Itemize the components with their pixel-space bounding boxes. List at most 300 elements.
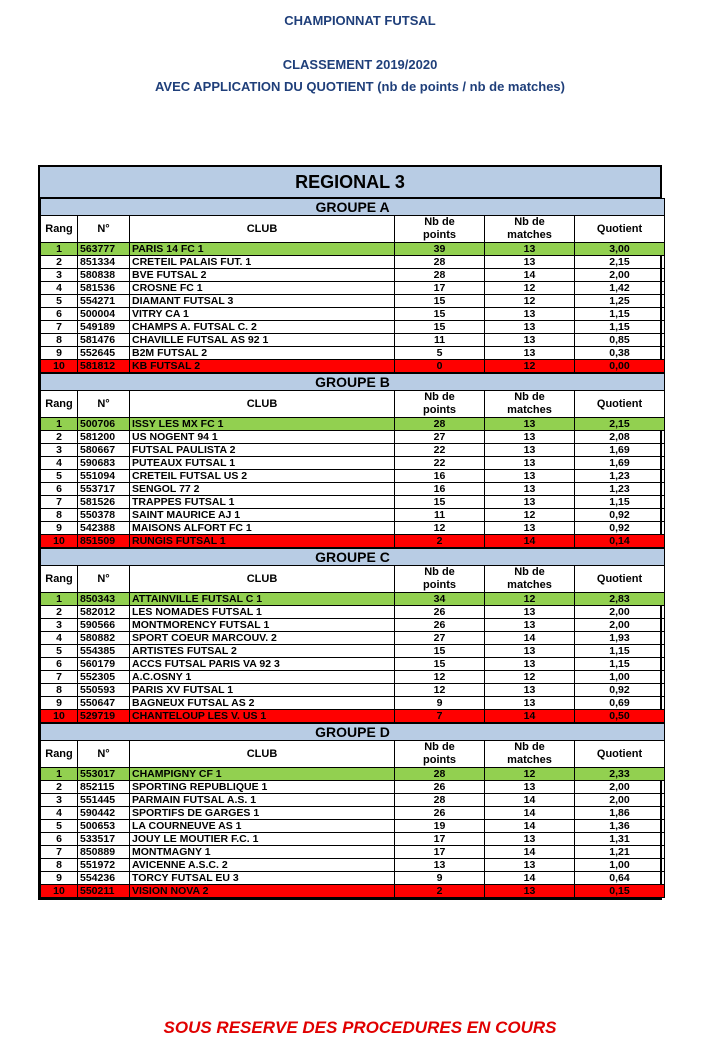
cell-rang: 2 — [41, 431, 78, 444]
cell-club-number: 581526 — [78, 496, 130, 509]
cell-rang: 6 — [41, 833, 78, 846]
cell-rang: 2 — [41, 781, 78, 794]
cell-club-name: SPORTING REPUBLIQUE 1 — [130, 781, 395, 794]
table-row — [41, 470, 665, 483]
table-row — [41, 522, 665, 535]
col-quotient-header-text: Quotient — [596, 397, 643, 410]
table-row — [41, 794, 665, 807]
table-row — [41, 846, 665, 859]
cell-quotient: 1,00 — [575, 671, 665, 684]
cell-club-name: SENGOL 77 2 — [130, 483, 395, 496]
cell-quotient: 0,85 — [575, 334, 665, 347]
table-row — [41, 496, 665, 509]
cell-matches: 13 — [485, 697, 575, 710]
cell-rang: 2 — [41, 256, 78, 269]
cell-club-name: ATTAINVILLE FUTSAL C 1 — [130, 593, 395, 606]
cell-points: 28 — [395, 418, 485, 431]
cell-quotient: 2,00 — [575, 269, 665, 282]
cell-club-number: 552645 — [78, 347, 130, 360]
cell-rang: 8 — [41, 859, 78, 872]
col-points-header — [395, 741, 485, 768]
table-row — [41, 632, 665, 645]
table-row — [41, 509, 665, 522]
cell-points: 7 — [395, 710, 485, 723]
cell-quotient: 0,69 — [575, 697, 665, 710]
table-row — [41, 593, 665, 606]
cell-matches: 13 — [485, 321, 575, 334]
cell-points: 15 — [395, 496, 485, 509]
group-table — [40, 373, 665, 548]
col-matches-header — [485, 391, 575, 418]
cell-club-name: MONTMORENCY FUTSAL 1 — [130, 619, 395, 632]
table-row — [41, 431, 665, 444]
cell-matches: 14 — [485, 820, 575, 833]
cell-club-number: 552305 — [78, 671, 130, 684]
cell-club-name: B2M FUTSAL 2 — [130, 347, 395, 360]
document-subtitle: CLASSEMENT 2019/2020 — [282, 57, 438, 72]
cell-rang: 8 — [41, 509, 78, 522]
cell-matches: 12 — [485, 282, 575, 295]
standings-board — [38, 165, 662, 900]
cell-points: 15 — [395, 308, 485, 321]
col-matches-header — [485, 741, 575, 768]
cell-matches: 13 — [485, 658, 575, 671]
cell-club-number: 550647 — [78, 697, 130, 710]
cell-points: 39 — [395, 243, 485, 256]
cell-rang: 3 — [41, 794, 78, 807]
cell-club-name: TRAPPES FUTSAL 1 — [130, 496, 395, 509]
cell-points: 17 — [395, 846, 485, 859]
group-title-row — [41, 549, 665, 566]
cell-matches: 13 — [485, 470, 575, 483]
col-quotient-header-text: Quotient — [596, 747, 643, 760]
cell-matches: 12 — [485, 360, 575, 373]
cell-points: 17 — [395, 833, 485, 846]
cell-rang: 7 — [41, 671, 78, 684]
table-row — [41, 781, 665, 794]
col-matches-header-text: Nb de — [514, 216, 545, 228]
cell-club-name: PARIS 14 FC 1 — [130, 243, 395, 256]
col-quotient-header-text: Quotient — [596, 222, 643, 235]
cell-points: 9 — [395, 872, 485, 885]
col-quotient-header — [575, 216, 665, 243]
cell-club-name: CHANTELOUP LES V. US 1 — [130, 710, 395, 723]
col-club-header-text: CLUB — [246, 572, 278, 585]
cell-club-name: US NOGENT 94 1 — [130, 431, 395, 444]
cell-club-number: 580667 — [78, 444, 130, 457]
cell-matches: 13 — [485, 256, 575, 269]
cell-rang: 10 — [41, 710, 78, 723]
cell-club-number: 551445 — [78, 794, 130, 807]
col-points-header — [395, 566, 485, 593]
cell-points: 12 — [395, 671, 485, 684]
table-row — [41, 321, 665, 334]
cell-matches: 13 — [485, 684, 575, 697]
cell-matches: 12 — [485, 509, 575, 522]
cell-club-name: PARIS XV FUTSAL 1 — [130, 684, 395, 697]
col-points-header-text: points — [423, 229, 456, 241]
document-note: AVEC APPLICATION DU QUOTIENT (nb de points / nb de matches) — [155, 79, 565, 94]
cell-club-name: SPORTIFS DE GARGES 1 — [130, 807, 395, 820]
cell-matches: 13 — [485, 522, 575, 535]
cell-matches: 12 — [485, 295, 575, 308]
cell-club-name: JOUY LE MOUTIER F.C. 1 — [130, 833, 395, 846]
cell-matches: 14 — [485, 535, 575, 548]
region-title: REGIONAL 3 — [40, 167, 660, 198]
cell-points: 11 — [395, 334, 485, 347]
cell-rang: 7 — [41, 321, 78, 334]
col-points-header-text: Nb de — [424, 216, 455, 228]
cell-matches: 13 — [485, 444, 575, 457]
cell-rang: 10 — [41, 535, 78, 548]
cell-club-number: 551972 — [78, 859, 130, 872]
cell-quotient: 0,00 — [575, 360, 665, 373]
cell-points: 22 — [395, 457, 485, 470]
cell-matches: 13 — [485, 334, 575, 347]
table-row — [41, 256, 665, 269]
table-row — [41, 282, 665, 295]
cell-quotient: 0,92 — [575, 509, 665, 522]
col-quotient-header-text: Quotient — [596, 572, 643, 585]
cell-matches: 12 — [485, 593, 575, 606]
cell-rang: 7 — [41, 846, 78, 859]
col-points-header-text: Nb de — [424, 566, 455, 578]
cell-points: 19 — [395, 820, 485, 833]
cell-points: 22 — [395, 444, 485, 457]
cell-rang: 1 — [41, 418, 78, 431]
cell-club-number: 542388 — [78, 522, 130, 535]
table-row — [41, 243, 665, 256]
column-header-row — [41, 566, 665, 593]
col-points-header-text: points — [423, 404, 456, 416]
cell-rang: 1 — [41, 768, 78, 781]
cell-matches: 13 — [485, 781, 575, 794]
cell-rang: 9 — [41, 872, 78, 885]
cell-quotient: 2,15 — [575, 418, 665, 431]
cell-quotient: 1,15 — [575, 308, 665, 321]
cell-rang: 3 — [41, 444, 78, 457]
cell-rang: 5 — [41, 470, 78, 483]
cell-club-number: 581476 — [78, 334, 130, 347]
cell-matches: 13 — [485, 859, 575, 872]
col-rang-header — [41, 216, 78, 243]
col-club-header — [130, 566, 395, 593]
table-row — [41, 360, 665, 373]
table-row — [41, 483, 665, 496]
cell-club-name: SPORT COEUR MARCOUV. 2 — [130, 632, 395, 645]
cell-club-number: 550378 — [78, 509, 130, 522]
cell-club-number: 554236 — [78, 872, 130, 885]
table-row — [41, 833, 665, 846]
cell-rang: 1 — [41, 593, 78, 606]
cell-points: 0 — [395, 360, 485, 373]
cell-club-name: KB FUTSAL 2 — [130, 360, 395, 373]
cell-quotient: 1,15 — [575, 321, 665, 334]
cell-club-number: 500706 — [78, 418, 130, 431]
col-rang-header — [41, 391, 78, 418]
cell-points: 13 — [395, 859, 485, 872]
col-rang-header-text: Rang — [45, 222, 73, 235]
table-row — [41, 457, 665, 470]
col-num-header-text: N° — [97, 222, 110, 235]
cell-rang: 2 — [41, 606, 78, 619]
cell-club-number: 554385 — [78, 645, 130, 658]
cell-rang: 3 — [41, 269, 78, 282]
cell-club-number: 851509 — [78, 535, 130, 548]
cell-club-number: 553017 — [78, 768, 130, 781]
cell-points: 17 — [395, 282, 485, 295]
col-club-header-text: CLUB — [246, 222, 278, 235]
table-row — [41, 619, 665, 632]
cell-club-number: 850343 — [78, 593, 130, 606]
cell-matches: 13 — [485, 457, 575, 470]
cell-matches: 12 — [485, 768, 575, 781]
cell-quotient: 1,23 — [575, 483, 665, 496]
cell-points: 26 — [395, 619, 485, 632]
cell-quotient: 1,93 — [575, 632, 665, 645]
cell-rang: 9 — [41, 697, 78, 710]
cell-points: 28 — [395, 768, 485, 781]
cell-quotient: 2,15 — [575, 256, 665, 269]
cell-matches: 12 — [485, 671, 575, 684]
cell-matches: 13 — [485, 833, 575, 846]
cell-club-name: LA COURNEUVE AS 1 — [130, 820, 395, 833]
col-club-header — [130, 741, 395, 768]
cell-matches: 13 — [485, 243, 575, 256]
table-row — [41, 308, 665, 321]
cell-quotient: 1,00 — [575, 859, 665, 872]
col-quotient-header — [575, 566, 665, 593]
cell-points: 16 — [395, 483, 485, 496]
col-points-header-text: Nb de — [424, 391, 455, 403]
cell-club-name: RUNGIS FUTSAL 1 — [130, 535, 395, 548]
cell-club-name: CROSNE FC 1 — [130, 282, 395, 295]
cell-club-number: 529719 — [78, 710, 130, 723]
cell-club-name: VISION NOVA 2 — [130, 885, 395, 898]
cell-quotient: 0,64 — [575, 872, 665, 885]
cell-rang: 4 — [41, 282, 78, 295]
col-rang-header — [41, 566, 78, 593]
cell-matches: 14 — [485, 872, 575, 885]
table-row — [41, 768, 665, 781]
cell-club-name: TORCY FUTSAL EU 3 — [130, 872, 395, 885]
table-row — [41, 606, 665, 619]
cell-club-name: CHAMPS A. FUTSAL C. 2 — [130, 321, 395, 334]
group-title-row — [41, 724, 665, 741]
cell-matches: 14 — [485, 632, 575, 645]
cell-quotient: 1,15 — [575, 658, 665, 671]
cell-rang: 1 — [41, 243, 78, 256]
cell-club-name: BVE FUTSAL 2 — [130, 269, 395, 282]
cell-quotient: 2,00 — [575, 794, 665, 807]
cell-quotient: 2,83 — [575, 593, 665, 606]
cell-club-name: DIAMANT FUTSAL 3 — [130, 295, 395, 308]
cell-points: 12 — [395, 684, 485, 697]
cell-rang: 6 — [41, 308, 78, 321]
footer-disclaimer: SOUS RESERVE DES PROCEDURES EN COURS — [163, 1018, 557, 1037]
cell-club-number: 500004 — [78, 308, 130, 321]
cell-points: 15 — [395, 645, 485, 658]
cell-matches: 13 — [485, 496, 575, 509]
cell-matches: 13 — [485, 619, 575, 632]
cell-quotient: 0,92 — [575, 684, 665, 697]
cell-club-number: 590442 — [78, 807, 130, 820]
cell-club-name: ACCS FUTSAL PARIS VA 92 3 — [130, 658, 395, 671]
group-title: GROUPE B — [41, 374, 665, 391]
cell-club-number: 581536 — [78, 282, 130, 295]
col-club-header — [130, 216, 395, 243]
cell-club-name: VITRY CA 1 — [130, 308, 395, 321]
col-matches-header-text: matches — [507, 754, 552, 766]
cell-points: 28 — [395, 269, 485, 282]
cell-quotient: 3,00 — [575, 243, 665, 256]
table-row — [41, 671, 665, 684]
col-matches-header-text: matches — [507, 229, 552, 241]
cell-club-name: ARTISTES FUTSAL 2 — [130, 645, 395, 658]
table-row — [41, 885, 665, 898]
cell-club-name: CRETEIL PALAIS FUT. 1 — [130, 256, 395, 269]
document-title: CHAMPIONNAT FUTSAL — [284, 13, 436, 28]
cell-club-name: ISSY LES MX FC 1 — [130, 418, 395, 431]
group-title: GROUPE D — [41, 724, 665, 741]
cell-club-number: 550593 — [78, 684, 130, 697]
cell-points: 15 — [395, 295, 485, 308]
col-rang-header-text: Rang — [45, 397, 73, 410]
cell-club-name: CRETEIL FUTSAL US 2 — [130, 470, 395, 483]
cell-quotient: 1,69 — [575, 444, 665, 457]
group-table — [40, 198, 665, 373]
cell-points: 15 — [395, 658, 485, 671]
col-club-header — [130, 391, 395, 418]
cell-club-number: 554271 — [78, 295, 130, 308]
cell-club-name: MONTMAGNY 1 — [130, 846, 395, 859]
cell-matches: 14 — [485, 807, 575, 820]
cell-points: 11 — [395, 509, 485, 522]
cell-quotient: 1,25 — [575, 295, 665, 308]
table-row — [41, 859, 665, 872]
cell-club-number: 551094 — [78, 470, 130, 483]
cell-quotient: 1,86 — [575, 807, 665, 820]
cell-club-name: CHAVILLE FUTSAL AS 92 1 — [130, 334, 395, 347]
cell-rang: 10 — [41, 360, 78, 373]
cell-matches: 14 — [485, 794, 575, 807]
cell-rang: 4 — [41, 457, 78, 470]
cell-club-number: 500653 — [78, 820, 130, 833]
cell-quotient: 0,50 — [575, 710, 665, 723]
table-row — [41, 334, 665, 347]
cell-club-name: A.C.OSNY 1 — [130, 671, 395, 684]
cell-club-number: 560179 — [78, 658, 130, 671]
col-rang-header — [41, 741, 78, 768]
cell-points: 34 — [395, 593, 485, 606]
cell-club-number: 580882 — [78, 632, 130, 645]
cell-points: 27 — [395, 431, 485, 444]
table-row — [41, 347, 665, 360]
cell-club-name: AVICENNE A.S.C. 2 — [130, 859, 395, 872]
cell-matches: 13 — [485, 606, 575, 619]
group-title-row — [41, 199, 665, 216]
cell-club-number: 581200 — [78, 431, 130, 444]
col-club-header-text: CLUB — [246, 747, 278, 760]
cell-matches: 13 — [485, 347, 575, 360]
col-matches-header — [485, 566, 575, 593]
table-row — [41, 710, 665, 723]
col-points-header-text: Nb de — [424, 741, 455, 753]
cell-matches: 13 — [485, 418, 575, 431]
cell-club-name: PUTEAUX FUTSAL 1 — [130, 457, 395, 470]
group-title: GROUPE A — [41, 199, 665, 216]
cell-club-number: 581812 — [78, 360, 130, 373]
cell-points: 5 — [395, 347, 485, 360]
cell-club-name: BAGNEUX FUTSAL AS 2 — [130, 697, 395, 710]
cell-points: 26 — [395, 781, 485, 794]
cell-points: 2 — [395, 535, 485, 548]
cell-rang: 6 — [41, 483, 78, 496]
cell-points: 26 — [395, 807, 485, 820]
cell-quotient: 2,00 — [575, 619, 665, 632]
col-club-header-text: CLUB — [246, 397, 278, 410]
col-rang-header-text: Rang — [45, 572, 73, 585]
cell-club-name: MAISONS ALFORT FC 1 — [130, 522, 395, 535]
group-title-row — [41, 374, 665, 391]
cell-club-number: 582012 — [78, 606, 130, 619]
col-matches-header-text: matches — [507, 579, 552, 591]
col-matches-header-text: Nb de — [514, 741, 545, 753]
cell-rang: 4 — [41, 632, 78, 645]
cell-club-name: PARMAIN FUTSAL A.S. 1 — [130, 794, 395, 807]
column-header-row — [41, 216, 665, 243]
cell-rang: 9 — [41, 347, 78, 360]
cell-quotient: 1,36 — [575, 820, 665, 833]
table-row — [41, 807, 665, 820]
table-row — [41, 535, 665, 548]
table-row — [41, 295, 665, 308]
cell-quotient: 0,92 — [575, 522, 665, 535]
cell-quotient: 1,31 — [575, 833, 665, 846]
cell-quotient: 2,33 — [575, 768, 665, 781]
group-title: GROUPE C — [41, 549, 665, 566]
table-row — [41, 269, 665, 282]
cell-rang: 6 — [41, 658, 78, 671]
cell-matches: 13 — [485, 431, 575, 444]
cell-matches: 13 — [485, 483, 575, 496]
col-matches-header-text: Nb de — [514, 566, 545, 578]
table-row — [41, 418, 665, 431]
col-matches-header-text: Nb de — [514, 391, 545, 403]
cell-matches: 13 — [485, 308, 575, 321]
cell-points: 16 — [395, 470, 485, 483]
cell-rang: 8 — [41, 334, 78, 347]
cell-points: 26 — [395, 606, 485, 619]
cell-quotient: 1,42 — [575, 282, 665, 295]
cell-club-number: 590683 — [78, 457, 130, 470]
group-table — [40, 548, 665, 723]
col-num-header — [78, 391, 130, 418]
cell-club-name: SAINT MAURICE AJ 1 — [130, 509, 395, 522]
cell-club-number: 533517 — [78, 833, 130, 846]
col-points-header — [395, 216, 485, 243]
col-num-header-text: N° — [97, 397, 110, 410]
cell-points: 28 — [395, 794, 485, 807]
cell-quotient: 0,38 — [575, 347, 665, 360]
cell-quotient: 1,15 — [575, 496, 665, 509]
cell-quotient: 1,69 — [575, 457, 665, 470]
cell-rang: 4 — [41, 807, 78, 820]
col-num-header-text: N° — [97, 572, 110, 585]
cell-quotient: 2,00 — [575, 781, 665, 794]
table-row — [41, 645, 665, 658]
cell-club-number: 590566 — [78, 619, 130, 632]
